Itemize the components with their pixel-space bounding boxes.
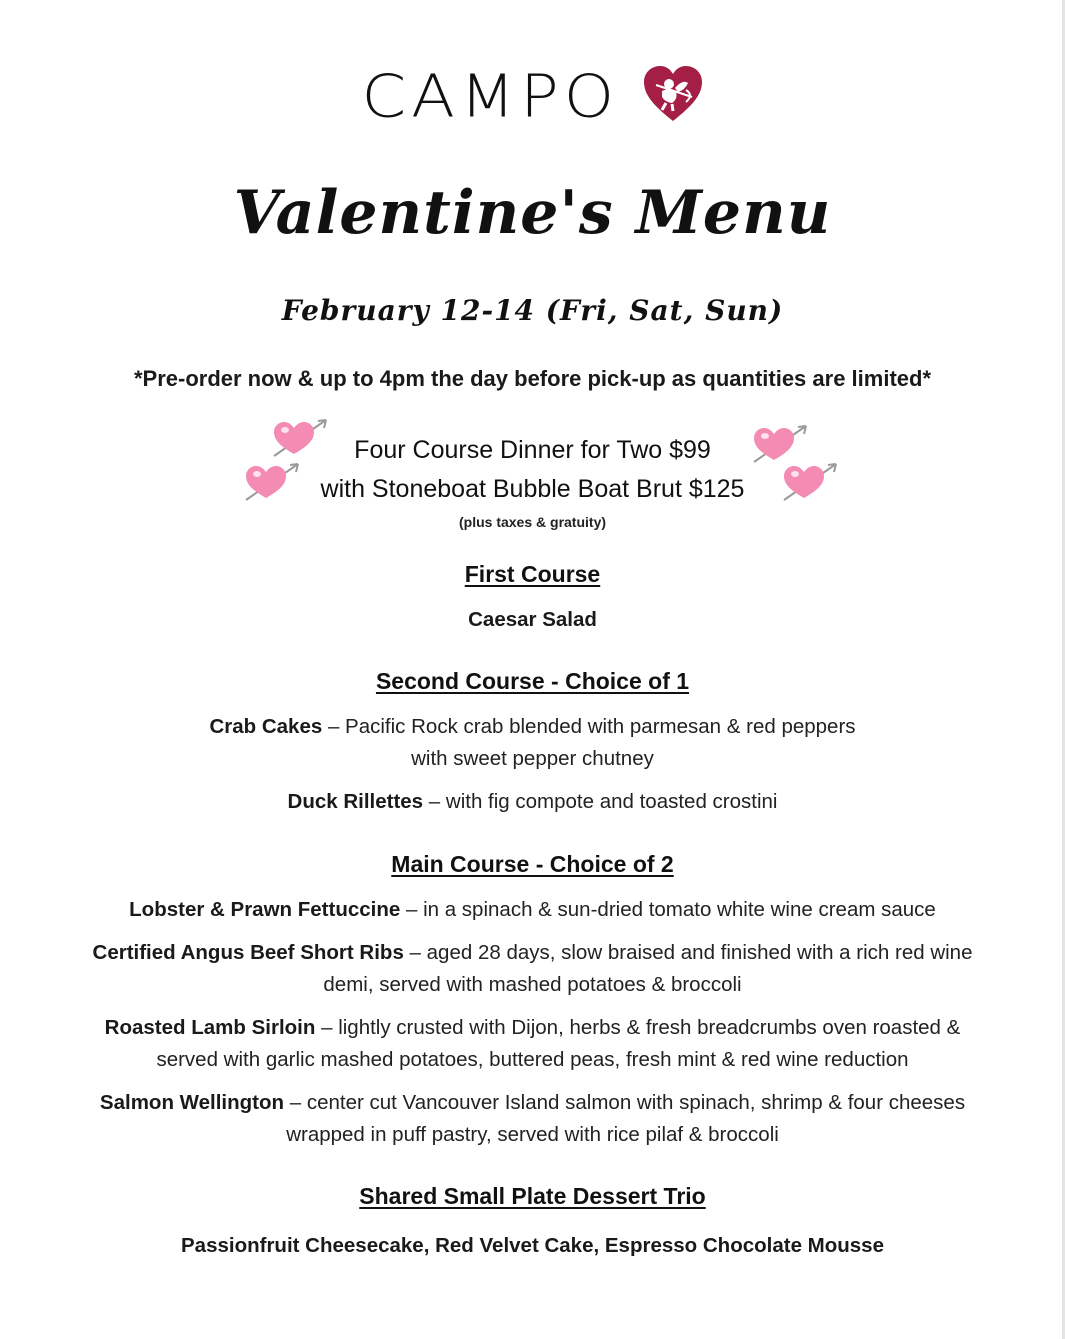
item-name: Duck Rillettes	[287, 790, 424, 813]
item-name: Lobster & Prawn Fettuccine	[129, 898, 401, 921]
taxes-note: (plus taxes & gratuity)	[458, 514, 607, 530]
item-description: with sweet pepper chutney	[411, 747, 654, 770]
second-course-heading: Second Course - Choice of 1	[375, 668, 690, 694]
item-description: wrapped in puff pastry, served with rice pilaf & broccoli	[286, 1123, 779, 1146]
item-name: Caesar Salad	[468, 608, 597, 631]
item-description: aged 28 days, slow braised and finished with a rich red wine	[426, 941, 973, 964]
brand-header	[0, 60, 1065, 140]
brand-name: CAMPO	[361, 62, 620, 132]
item-name: Salmon Wellington	[99, 1091, 285, 1114]
cupid-heart-icon	[642, 64, 704, 131]
item-description: demi, served with mashed potatoes & broccoli	[323, 973, 742, 996]
menu-item	[0, 1230, 1065, 1262]
item-name: Passionfruit Cheesecake, Red Velvet Cake, Espresso Chocolate Mousse	[181, 1234, 884, 1257]
menu-title: Valentine's Menu	[233, 178, 832, 248]
dessert-heading: Shared Small Plate Dessert Trio	[359, 1183, 706, 1209]
menu-item: Lobster & Prawn Fettuccine – in a spinach & sun-dried tomato white wine cream sauce	[129, 898, 936, 921]
item-name: Crab Cakes	[209, 715, 323, 738]
menu-item: Duck Rillettes – with fig compote and toasted crostini	[287, 790, 778, 813]
main-course-heading: Main Course - Choice of 2	[391, 851, 674, 877]
item-description: served with garlic mashed potatoes, buttered peas, fresh mint & red wine reduction	[156, 1048, 909, 1071]
item-description: lightly crusted with Dijon, herbs & fresh breadcrumbs oven roasted &	[338, 1016, 961, 1039]
offer-dinner-price: Four Course Dinner for Two $99	[354, 436, 711, 464]
item-description: Pacific Rock crab blended with parmesan & red peppers	[345, 715, 856, 738]
menu-item: Roasted Lamb Sirloin – lightly crusted with Dijon, herbs & fresh breadcrumbs oven roasted & served with garlic mashed potatoes, buttered peas, fresh mint & red wine reduction	[104, 1016, 961, 1071]
first-course-heading: First Course	[464, 561, 601, 587]
item-description: in a spinach & sun-dried tomato white wine cream sauce	[423, 898, 936, 921]
item-name: Certified Angus Beef Short Ribs	[92, 941, 404, 964]
offer-wine-price: with Stoneboat Bubble Boat Brut $125	[320, 475, 745, 503]
menu-dates: February 12-14 (Fri, Sat, Sun)	[281, 294, 784, 327]
item-name: Roasted Lamb Sirloin	[104, 1016, 316, 1039]
menu-item	[0, 604, 1065, 636]
menu-item: Certified Angus Beef Short Ribs – aged 28 days, slow braised and finished with a rich red wine demi, served with mashed potatoes & broccoli	[92, 941, 973, 996]
item-description: with fig compote and toasted crostini	[445, 790, 778, 813]
menu-item: Salmon Wellington – center cut Vancouver Island salmon with spinach, shrimp & four cheeses wrapped in puff pastry, served with rice pilaf & broccoli	[99, 1091, 966, 1146]
menu-item: Crab Cakes – Pacific Rock crab blended with parmesan & red peppers with sweet pepper chutney	[209, 715, 856, 770]
preorder-note: *Pre-order now & up to 4pm the day before pick-up as quantities are limited*	[133, 366, 932, 391]
item-description: center cut Vancouver Island salmon with spinach, shrimp & four cheeses	[306, 1091, 966, 1114]
